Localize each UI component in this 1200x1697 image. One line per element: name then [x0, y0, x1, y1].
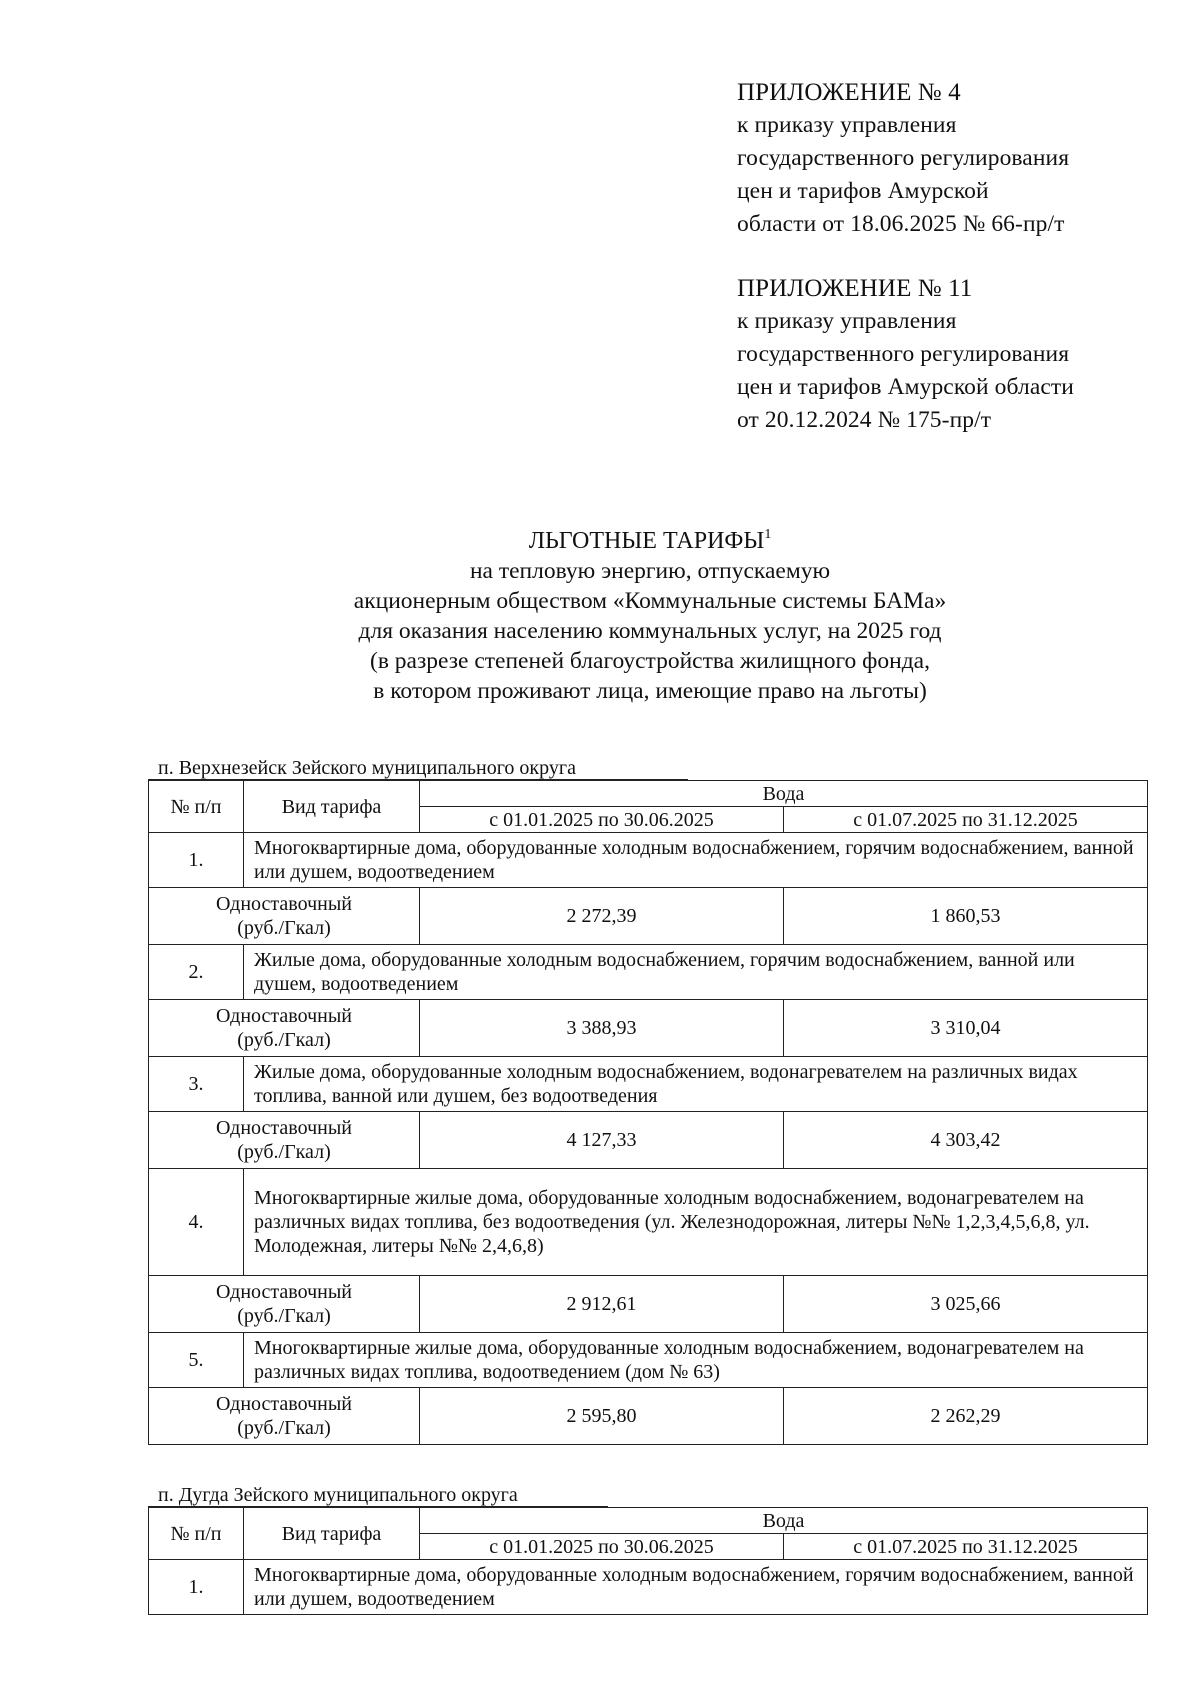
subtitle-line: акционерным обществом «Коммунальные системы БАМа» — [353, 588, 947, 614]
header-group: Вода — [420, 781, 1148, 807]
header-num: № п/п — [149, 1508, 244, 1560]
rate-label-line: (руб./Гкал) — [237, 1029, 331, 1051]
row-description: Жилые дома, оборудованные холодным водоснабжением, водонагревателем на различных видах топлива, ванной или душем, без водоотведения — [244, 1057, 1148, 1112]
rate-label-line: Одноставочный — [216, 1117, 352, 1139]
rate-label-line: (руб./Гкал) — [237, 917, 331, 939]
document-title-block — [150, 526, 1150, 706]
table-row — [149, 1276, 1148, 1333]
appendix-4-line: к приказу управления — [737, 112, 957, 138]
appendix-4-heading: ПРИЛОЖЕНИЕ № 4 — [737, 79, 961, 106]
appendix-11-line: от 20.12.2024 № 175-пр/т — [737, 407, 992, 433]
appendix-11-line: цен и тарифов Амурской области — [737, 374, 1074, 400]
row-number: 1. — [149, 1560, 244, 1615]
rate-label-line: Одноставочный — [216, 1005, 352, 1027]
table-row — [149, 1000, 1148, 1057]
rate-value: 4 303,42 — [784, 1112, 1148, 1169]
rate-label — [149, 1000, 420, 1057]
rate-label-line: Одноставочный — [216, 893, 352, 915]
row-number: 5. — [149, 1333, 244, 1388]
rate-value: 4 127,33 — [420, 1112, 784, 1169]
header-period-2: с 01.07.2025 по 31.12.2025 — [784, 807, 1148, 833]
appendix-11-line: к приказу управления — [737, 308, 957, 334]
header-kind: Вид тарифа — [244, 781, 420, 833]
appendix-4-header — [737, 76, 1177, 241]
subtitle-line: на тепловую энергию, отпускаемую — [469, 558, 831, 584]
table-row — [149, 1112, 1148, 1169]
row-number: 4. — [149, 1169, 244, 1276]
section-label: п. Дугда Зейского муниципального округа — [148, 1484, 608, 1507]
table-row — [149, 888, 1148, 945]
rate-label-line: Одноставочный — [216, 1281, 352, 1303]
rate-label — [149, 1112, 420, 1169]
rate-value: 3 388,93 — [420, 1000, 784, 1057]
section-label: п. Верхнезейск Зейского муниципального округа — [148, 757, 688, 780]
table-row — [149, 1169, 1148, 1276]
appendix-4-line: цен и тарифов Амурской — [737, 178, 989, 204]
rate-value: 1 860,53 — [784, 888, 1148, 945]
subtitle-line: в котором проживают лица, имеющие право на льготы) — [373, 678, 927, 704]
row-description: Жилые дома, оборудованные холодным водоснабжением, горячим водоснабжением, ванной или душем, водоотведением — [244, 945, 1148, 1000]
tariff-table — [148, 780, 1148, 1445]
appendix-4-line: государственного регулирования — [737, 145, 1070, 171]
table-row — [149, 1388, 1148, 1445]
rate-value: 2 912,61 — [420, 1276, 784, 1333]
subtitle-line: для оказания населению коммунальных услуг, на 2025 год — [358, 618, 942, 644]
document-title-text: ЛЬГОТНЫЕ ТАРИФЫ — [528, 528, 765, 554]
rate-value: 2 272,39 — [420, 888, 784, 945]
appendix-11-header — [737, 272, 1177, 437]
row-number: 1. — [149, 833, 244, 888]
table-header-row — [149, 1508, 1148, 1534]
row-description: Многоквартирные жилые дома, оборудованные холодным водоснабжением, водонагревателем на различных видах топлива, водоотведением (дом № 63) — [244, 1333, 1148, 1388]
rate-value: 2 262,29 — [784, 1388, 1148, 1445]
section-verkhnezeysk — [148, 757, 1148, 1445]
header-num: № п/п — [149, 781, 244, 833]
table-header-row — [149, 781, 1148, 807]
appendix-4-line: области от 18.06.2025 № 66-пр/т — [737, 211, 1065, 237]
table-row — [149, 1333, 1148, 1388]
document-title — [150, 526, 1150, 556]
row-description: Многоквартирные дома, оборудованные холодным водоснабжением, горячим водоснабжением, ванной или душем, водоотведением — [244, 1560, 1148, 1615]
header-period-1: с 01.01.2025 по 30.06.2025 — [420, 1534, 784, 1560]
rate-value: 3 310,04 — [784, 1000, 1148, 1057]
table-row — [149, 945, 1148, 1000]
tariff-table — [148, 1507, 1148, 1615]
subtitle-line: (в разрезе степеней благоустройства жилищного фонда, — [370, 648, 930, 674]
rate-value: 3 025,66 — [784, 1276, 1148, 1333]
table-row — [149, 1560, 1148, 1615]
rate-label — [149, 888, 420, 945]
header-group: Вода — [420, 1508, 1148, 1534]
rate-label-line: (руб./Гкал) — [237, 1305, 331, 1327]
header-period-2: с 01.07.2025 по 31.12.2025 — [784, 1534, 1148, 1560]
rate-label — [149, 1388, 420, 1445]
rate-label-line: (руб./Гкал) — [237, 1417, 331, 1439]
rate-label-line: Одноставочный — [216, 1393, 352, 1415]
row-description: Многоквартирные дома, оборудованные холодным водоснабжением, горячим водоснабжением, ванной или душем, водоотведением — [244, 833, 1148, 888]
appendix-11-heading: ПРИЛОЖЕНИЕ № 11 — [737, 275, 973, 302]
footnote-mark: 1 — [764, 527, 772, 542]
appendix-11-line: государственного регулирования — [737, 341, 1070, 367]
rate-label — [149, 1276, 420, 1333]
header-period-1: с 01.01.2025 по 30.06.2025 — [420, 807, 784, 833]
row-number: 3. — [149, 1057, 244, 1112]
row-number: 2. — [149, 945, 244, 1000]
rate-value: 2 595,80 — [420, 1388, 784, 1445]
row-description: Многоквартирные жилые дома, оборудованные холодным водоснабжением, водонагревателем на различных видах топлива, без водоотведения (ул. Железнодорожная, литеры №№ 1,2,3,4,5,6,8, ул. Молодежная, литеры №№ 2,4,6,8) — [244, 1169, 1148, 1276]
table-row — [149, 1057, 1148, 1112]
section-dugda — [148, 1484, 1148, 1615]
table-row — [149, 833, 1148, 888]
rate-label-line: (руб./Гкал) — [237, 1141, 331, 1163]
header-kind: Вид тарифа — [244, 1508, 420, 1560]
